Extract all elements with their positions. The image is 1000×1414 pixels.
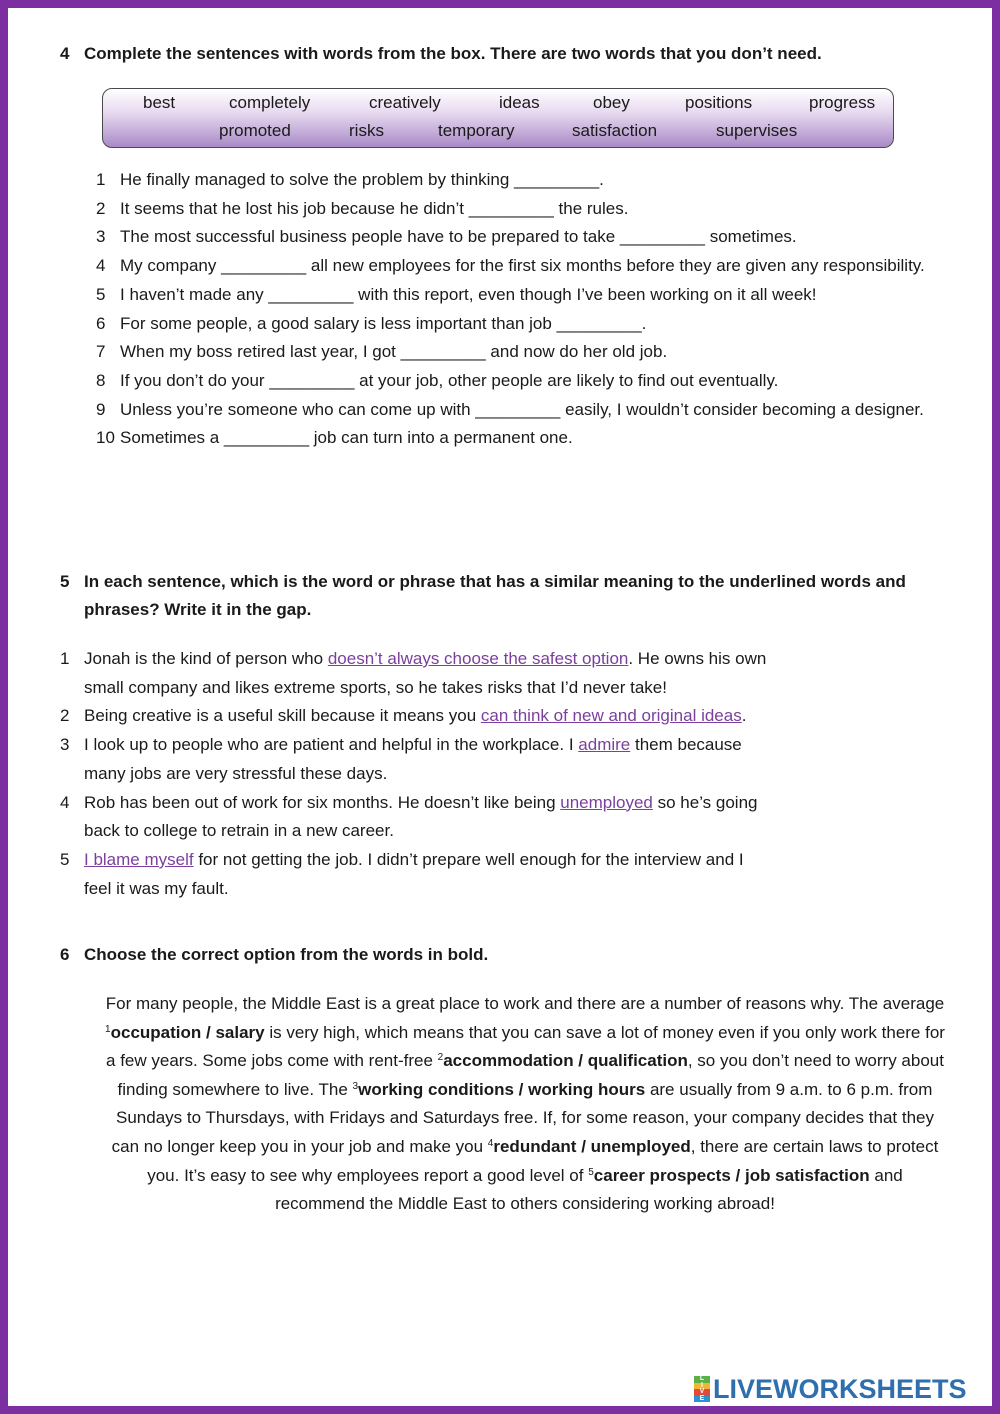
- item-number: 3: [96, 227, 106, 247]
- item-number: 5: [96, 284, 106, 304]
- item-number: 6: [96, 313, 106, 333]
- word-box-item: progress: [809, 93, 876, 112]
- passage-text: is very high, which means that you can save a lot of money even if you only work there for a few years. Some jobs come with rent-free: [106, 1022, 945, 1071]
- logo-icon-letter: E: [694, 1396, 710, 1403]
- item-number: 4: [96, 256, 106, 276]
- section-number: 4: [60, 44, 70, 63]
- gap-number: 2: [437, 1052, 444, 1064]
- bold-option[interactable]: career prospects / job satisfaction: [593, 1165, 870, 1185]
- underlined-phrase: can think of new and original ideas: [480, 706, 742, 726]
- word-box-item: supervises: [716, 121, 798, 140]
- list-item: [60, 645, 860, 702]
- list-item: [96, 424, 926, 453]
- list-item: [96, 367, 926, 396]
- logo-icon-letter: L: [694, 1376, 710, 1383]
- item-number: 1: [60, 649, 70, 668]
- item-text: Sometimes a _________ job can turn into a permanent one.: [120, 428, 573, 448]
- item-text: many jobs are very stressful these days.: [84, 763, 388, 783]
- passage-text: are usually from 9 a.m. to 6 p.m. from Sundays to Thursdays, with Fridays and Saturdays free. If, for some reason, your company decides that they can no longer keep you in your job and make you: [111, 1079, 934, 1156]
- section-instruction-line-2: phrases? Write it in the gap.: [84, 600, 312, 619]
- section-5-sentence-list: [60, 645, 860, 903]
- word-box-item: creatively: [369, 93, 441, 112]
- item-number: 1: [96, 170, 106, 189]
- passage-text: , there are certain laws to protect you. It’s easy to see why employees report a good level of: [147, 1136, 939, 1185]
- section-6-heading: [60, 941, 488, 969]
- underlined-phrase: unemployed: [560, 792, 653, 812]
- underlined-phrase: doesn’t always choose the safest option: [327, 649, 629, 668]
- section-number: 6: [60, 945, 70, 964]
- word-box-item: completely: [229, 93, 311, 112]
- item-number: 9: [96, 399, 106, 419]
- page-border-bottom: [0, 1406, 1000, 1414]
- item-number: 3: [60, 735, 70, 755]
- item-text: Unless you’re someone who can come up with _________ easily, I wouldn’t consider becoming a designer.: [120, 399, 924, 419]
- section-6-passage: [105, 990, 945, 1219]
- list-item: [96, 310, 926, 339]
- list-item: [96, 338, 926, 367]
- logo-text: LIVEWORKSHEETS: [713, 1373, 967, 1404]
- list-item: [96, 223, 926, 252]
- item-text: He finally managed to solve the problem by thinking _________.: [120, 170, 604, 189]
- item-text: My company _________ all new employees for the first six months before they are given any responsibility.: [120, 256, 925, 276]
- word-box-item: temporary: [438, 121, 515, 140]
- item-text: Jonah is the kind of person who: [84, 649, 328, 668]
- list-item: [60, 731, 860, 788]
- item-text: I look up to people who are patient and helpful in the workplace. I: [84, 735, 579, 755]
- passage-text: and recommend the Middle East to others considering working abroad!: [275, 1165, 903, 1214]
- word-box-item: positions: [685, 93, 753, 112]
- item-number: 2: [60, 706, 70, 726]
- logo-icon-letter: V: [694, 1389, 710, 1396]
- section-5-heading: [60, 568, 906, 624]
- word-box-item: best: [143, 93, 176, 112]
- list-item: [96, 252, 926, 281]
- logo-icon-letter: I: [694, 1383, 710, 1390]
- item-text: If you don’t do your _________ at your job, other people are likely to find out eventually.: [120, 370, 779, 390]
- item-text: The most successful business people have to be prepared to take _________ sometimes.: [120, 227, 797, 247]
- bold-option[interactable]: redundant / unemployed: [493, 1136, 691, 1156]
- section-number: 5: [60, 572, 70, 591]
- item-text: Being creative is a useful skill because it means you: [84, 706, 481, 726]
- item-text: small company and likes extreme sports, so he takes risks that I’d never take!: [84, 677, 667, 697]
- list-item: [60, 702, 860, 731]
- section-instruction: Choose the correct option from the words in bold.: [84, 945, 489, 964]
- item-text: so he’s going: [652, 792, 758, 812]
- passage-text: For many people, the Middle East is a great place to work and there are a number of reasons why. The average: [105, 994, 945, 1013]
- list-item: [96, 195, 926, 224]
- list-item: [96, 396, 926, 425]
- gap-number: 5: [588, 1166, 594, 1178]
- gap-number: 1: [105, 1023, 111, 1035]
- item-text: .: [741, 706, 747, 726]
- word-box-item: obey: [593, 93, 630, 112]
- bold-option[interactable]: accommodation / qualification: [443, 1051, 688, 1071]
- item-text: Rob has been out of work for six months. He doesn’t like being: [84, 792, 561, 812]
- item-text: When my boss retired last year, I got _________ and now do her old job.: [120, 342, 668, 362]
- item-number: 7: [96, 342, 106, 362]
- item-number: 2: [96, 198, 106, 218]
- item-text: for not getting the job. I didn’t prepare well enough for the interview and I: [193, 849, 744, 869]
- item-text: It seems that he lost his job because he didn’t _________ the rules.: [120, 198, 629, 218]
- list-item: [96, 281, 926, 310]
- passage-text: , so you don’t need to worry about finding somewhere to live. The: [117, 1051, 944, 1099]
- word-box-item: risks: [349, 121, 384, 140]
- list-item: [60, 846, 860, 903]
- item-text: . He owns his own: [628, 649, 767, 668]
- section-4-sentence-list: [96, 166, 926, 453]
- bold-option[interactable]: occupation / salary: [110, 1022, 265, 1042]
- gap-number: 3: [352, 1080, 359, 1092]
- word-box-item: satisfaction: [572, 121, 658, 140]
- liveworksheets-logo[interactable]: [694, 1374, 967, 1404]
- item-text: For some people, a good salary is less important than job _________.: [120, 313, 647, 333]
- underlined-phrase: I blame myself: [84, 849, 194, 869]
- word-box-item: ideas: [499, 93, 540, 112]
- word-box-item: promoted: [219, 121, 291, 140]
- item-number: 8: [96, 370, 106, 390]
- list-item: [60, 789, 860, 846]
- underlined-phrase: admire: [578, 735, 631, 755]
- item-number: 4: [60, 792, 70, 812]
- list-item: [96, 166, 926, 195]
- section-4-heading: [60, 40, 822, 68]
- section-instruction: Complete the sentences with words from the box. There are two words that you don’t need.: [84, 44, 822, 63]
- item-text: back to college to retrain in a new career.: [84, 821, 394, 841]
- item-number: 5: [60, 849, 70, 869]
- item-number: 10: [96, 428, 115, 448]
- item-text: I haven’t made any _________ with this report, even though I’ve been working on it all week!: [120, 284, 817, 304]
- item-text: them because: [630, 735, 742, 755]
- liveworksheets-icon: [694, 1376, 710, 1402]
- section-instruction-line-1: In each sentence, which is the word or phrase that has a similar meaning to the underlined words and: [84, 572, 906, 591]
- gap-number: 4: [487, 1137, 494, 1149]
- word-box: [102, 88, 894, 148]
- item-text: feel it was my fault.: [84, 878, 229, 898]
- bold-option[interactable]: working conditions / working hours: [358, 1079, 646, 1099]
